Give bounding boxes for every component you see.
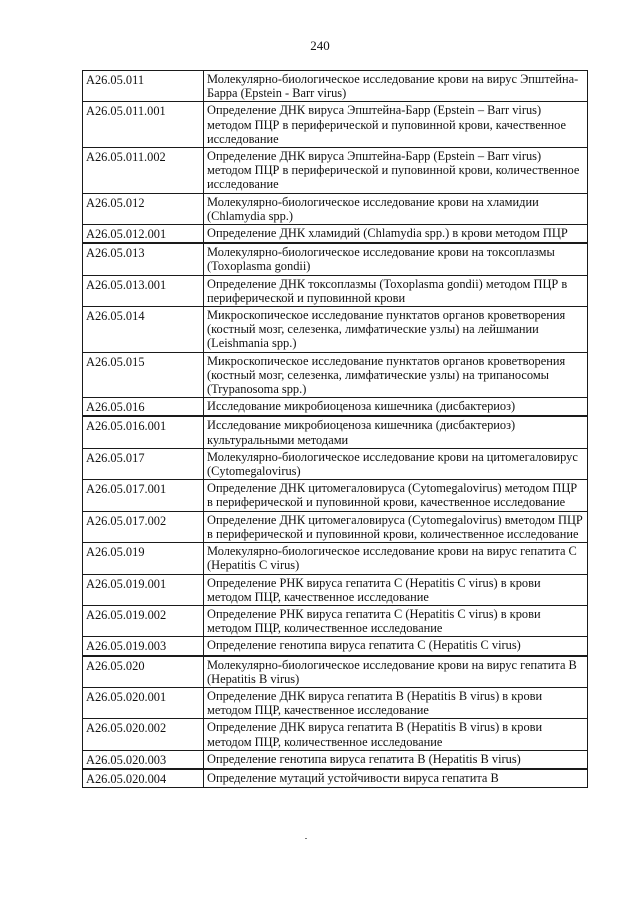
service-name: Молекулярно-биологическое исследование крови на вирус Эпштейна-Барра (Epstein - Barr virus) (204, 71, 588, 102)
service-name: Определение ДНК вируса Эпштейна-Барр (Epstein – Barr virus) методом ПЦР в периферической и пуповинной крови, качественное исследование (204, 102, 588, 148)
service-code: A26.05.011.002 (83, 148, 204, 194)
service-name: Микроскопическое исследование пунктатов органов кроветворения (костный мозг, селезенка, лимфатические узлы) на трипаносомы (Trypanosoma spp.) (204, 352, 588, 398)
service-name: Молекулярно-биологическое исследование крови на вирус гепатита В (Hepatitis B virus) (204, 656, 588, 688)
service-code: A26.05.019.002 (83, 605, 204, 636)
table-row (83, 480, 588, 511)
service-name: Молекулярно-биологическое исследование крови на хламидии (Chlamydia spp.) (204, 193, 588, 224)
service-code: A26.05.019.003 (83, 637, 204, 656)
table-row (83, 511, 588, 542)
service-code: A26.05.015 (83, 352, 204, 398)
service-name: Определение ДНК вируса Эпштейна-Барр (Epstein – Barr virus) методом ПЦР в периферической и пуповинной крови, количественное исследование (204, 148, 588, 194)
service-name: Определение ДНК цитомегаловируса (Cytomegalovirus) методом ПЦР в периферической и пуповинной крови, качественное исследование (204, 480, 588, 511)
table-row (83, 275, 588, 306)
service-code: A26.05.017.001 (83, 480, 204, 511)
service-code: A26.05.011.001 (83, 102, 204, 148)
service-name: Исследование микробиоценоза кишечника (дисбактериоз) (204, 398, 588, 417)
service-code: A26.05.019.001 (83, 574, 204, 605)
service-name: Молекулярно-биологическое исследование крови на вирус гепатита С (Hepatitis C virus) (204, 543, 588, 574)
service-name: Определение ДНК токсоплазмы (Toxoplasma gondii) методом ПЦР в периферической и пуповинной крови (204, 275, 588, 306)
service-name: Определение генотипа вируса гепатита В (Hepatitis B virus) (204, 750, 588, 769)
service-name: Определение ДНК вируса гепатита В (Hepatitis B virus) в крови методом ПЦР, качественное исследование (204, 687, 588, 718)
table-row (83, 750, 588, 769)
service-name: Исследование микробиоценоза кишечника (дисбактериоз) культуральными методами (204, 416, 588, 448)
service-code: A26.05.020 (83, 656, 204, 688)
service-code: A26.05.017 (83, 448, 204, 479)
service-code: A26.05.014 (83, 307, 204, 353)
service-codes-table (82, 70, 588, 788)
service-code: A26.05.020.003 (83, 750, 204, 769)
table-row (83, 243, 588, 275)
service-code: A26.05.020.002 (83, 719, 204, 750)
table-row (83, 352, 588, 398)
table-row (83, 225, 588, 244)
table-row (83, 769, 588, 788)
service-code: A26.05.016.001 (83, 416, 204, 448)
service-code: A26.05.013 (83, 243, 204, 275)
service-name: Определение ДНК цитомегаловируса (Cytomegalovirus) вметодом ПЦР в периферической и пуповинной крови, количественное исследование (204, 511, 588, 542)
table-row (83, 719, 588, 750)
service-name: Определение генотипа вируса гепатита С (Hepatitis C virus) (204, 637, 588, 656)
table-row (83, 656, 588, 688)
service-code: A26.05.012 (83, 193, 204, 224)
service-code: A26.05.020.001 (83, 687, 204, 718)
table-row (83, 71, 588, 102)
table-row (83, 574, 588, 605)
service-code: A26.05.019 (83, 543, 204, 574)
service-name: Определение ДНК вируса гепатита В (Hepatitis B virus) в крови методом ПЦР, количественное исследование (204, 719, 588, 750)
service-code: A26.05.017.002 (83, 511, 204, 542)
table-row (83, 148, 588, 194)
service-name: Определение РНК вируса гепатита С (Hepatitis C virus) в крови методом ПЦР, качественное исследование (204, 574, 588, 605)
service-name: Определение мутаций устойчивости вируса гепатита В (204, 769, 588, 788)
service-code: A26.05.013.001 (83, 275, 204, 306)
service-codes-body (83, 71, 588, 788)
service-name: Молекулярно-биологическое исследование крови на токсоплазмы (Toxoplasma gondii) (204, 243, 588, 275)
table-row (83, 102, 588, 148)
service-code: A26.05.011 (83, 71, 204, 102)
service-name: Определение РНК вируса гепатита С (Hepatitis C virus) в крови методом ПЦР, количественное исследование (204, 605, 588, 636)
service-code: A26.05.016 (83, 398, 204, 417)
service-code: A26.05.012.001 (83, 225, 204, 244)
table-row (83, 416, 588, 448)
table-row (83, 307, 588, 353)
scan-speck (305, 838, 307, 839)
table-row (83, 448, 588, 479)
service-name: Молекулярно-биологическое исследование крови на цитомегаловирус (Cytomegalovirus) (204, 448, 588, 479)
table-row (83, 605, 588, 636)
service-code: A26.05.020.004 (83, 769, 204, 788)
table-row (83, 543, 588, 574)
service-name: Определение ДНК хламидий (Chlamydia spp.) в крови методом ПЦР (204, 225, 588, 244)
table-row (83, 687, 588, 718)
service-name: Микроскопическое исследование пунктатов органов кроветворения (костный мозг, селезенка, лимфатические узлы) на лейшмании (Leishmania spp.) (204, 307, 588, 353)
table-row (83, 398, 588, 417)
page-number: 240 (310, 38, 330, 53)
table-row (83, 193, 588, 224)
table-row (83, 637, 588, 656)
